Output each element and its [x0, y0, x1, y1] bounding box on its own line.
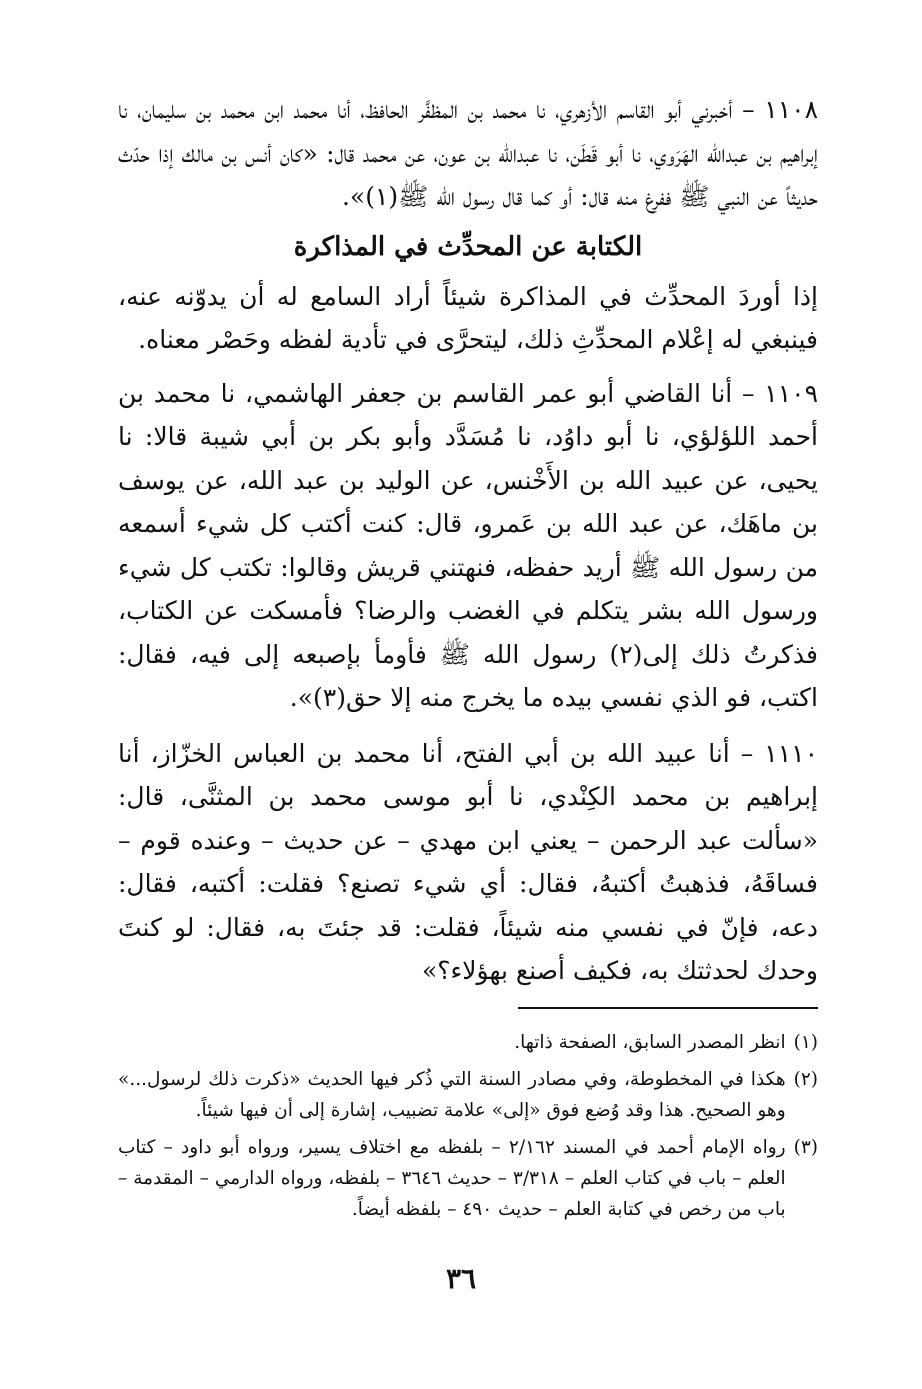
- hadith-1109-paragraph: ١١٠٩ – أنا القاضي أبو عمر القاسم بن جعفر الهاشمي، نا محمد بن أحمد اللؤلؤي، نا أبو داوُد، نا مُسَدَّد وأبو بكر بن أبي شيبة قالا: نا يحيى، عن عبيد الله بن الأَخْنس، عن الوليد بن عبد الله، عن يوسف بن ماهَك، عن عبد الله بن عَمرو، قال: كنت أكتب كل شيء أسمعه من رسول الله ﷺ أريد حفظه، فنهتني قريش وقالوا: تكتب كل شيء ورسول الله بشر يتكلم في الغضب والرضا؟ فأمسكت عن الكتاب، فذكرتُ ذلك إلى(٢) رسول الله ﷺ فأومأ بإصبعه إلى فيه، فقال: اكتب، فو الذي نفسي بيده ما يخرج منه إلا حق(٣)».: [118, 378, 819, 712]
- footnotes: [118, 1027, 818, 1225]
- footnote-item: [118, 1064, 818, 1126]
- footnote-text: رواه الإمام أحمد في المسند ٢/١٦٢ – بلفظه مع اختلاف يسير، ورواه أبو داود – كتاب العلم – باب في كتاب العلم – ٣/٣١٨ – حديث ٣٦٤٦ – بلفظه، ورواه الدارمي – المقدمة – باب من رخص في كتابة العلم – حديث ٤٩٠ – بلفظه أيضاً.: [118, 1136, 786, 1220]
- footnote-divider: [518, 1007, 818, 1009]
- footnote-item: [118, 1132, 818, 1225]
- section-intro-paragraph: إذا أوردَ المحدِّث في المذاكرة شيئاً أراد السامع له أن يدوّنه عنه، فينبغي له إعْلام المحدِّثِ ذلك، ليتحرَّى في تأدية لفظه وحَصْر معناه.: [118, 281, 818, 354]
- footnote-text: هكذا في المخطوطة، وفي مصادر السنة التي ذُكر فيها الحديث «ذكرت ذلك لرسول...» وهو الصحيح. هذا وقد وُضع فوق «إلى» علامة تضبيب، إشارة إلى أن فيها شيئاً.: [118, 1068, 786, 1121]
- footnote-number: (١): [793, 1031, 818, 1053]
- footnote-item: [118, 1027, 818, 1058]
- hadith-1108-paragraph: ١١٠٨ – أخبرني أبو القاسم الأزهري، نا محمد بن المظفَّر الحافظ، أنا محمد ابن محمد بن سليمان، نا إبراهيم بن عبدالله الهَرَوي، نا أبو قَطَن، نا عبدالله بن عون، عن محمد قال: «كان أنس بن مالك إذا حدّث حديثاً عن النبي ﷺ ففرغ منه قال: أو كما قال رسول الله ﷺ(١)».: [118, 95, 818, 211]
- section-heading: الكتابة عن المحدِّث في المذاكرة: [293, 231, 643, 262]
- page-number: ٣٦: [445, 1262, 477, 1295]
- footnote-number: (٢): [793, 1068, 818, 1090]
- footnote-number: (٣): [793, 1136, 818, 1158]
- footnote-text: انظر المصدر السابق، الصفحة ذاتها.: [514, 1031, 786, 1053]
- hadith-1110-paragraph: ١١١٠ – أنا عبيد الله بن أبي الفتح، أنا محمد بن العباس الخزّاز، أنا إبراهيم بن محمد الكِنْدي، نا أبو موسى محمد بن المثنَّى، قال: «سألت عبد الرحمن – يعني ابن مهدي – عن حديث – وعنده قوم – فساقَهُ، فذهبتُ أكتبهُ، فقال: أي شيء تصنع؟ فقلت: أكتبه، فقال: دعه، فإنّ في نفسي منه شيئاً، فقلت: قد جئتَ به، فقال: لو كنتَ وحدك لحدثتك به، فكيف أصنع بهؤلاء؟»: [118, 738, 818, 985]
